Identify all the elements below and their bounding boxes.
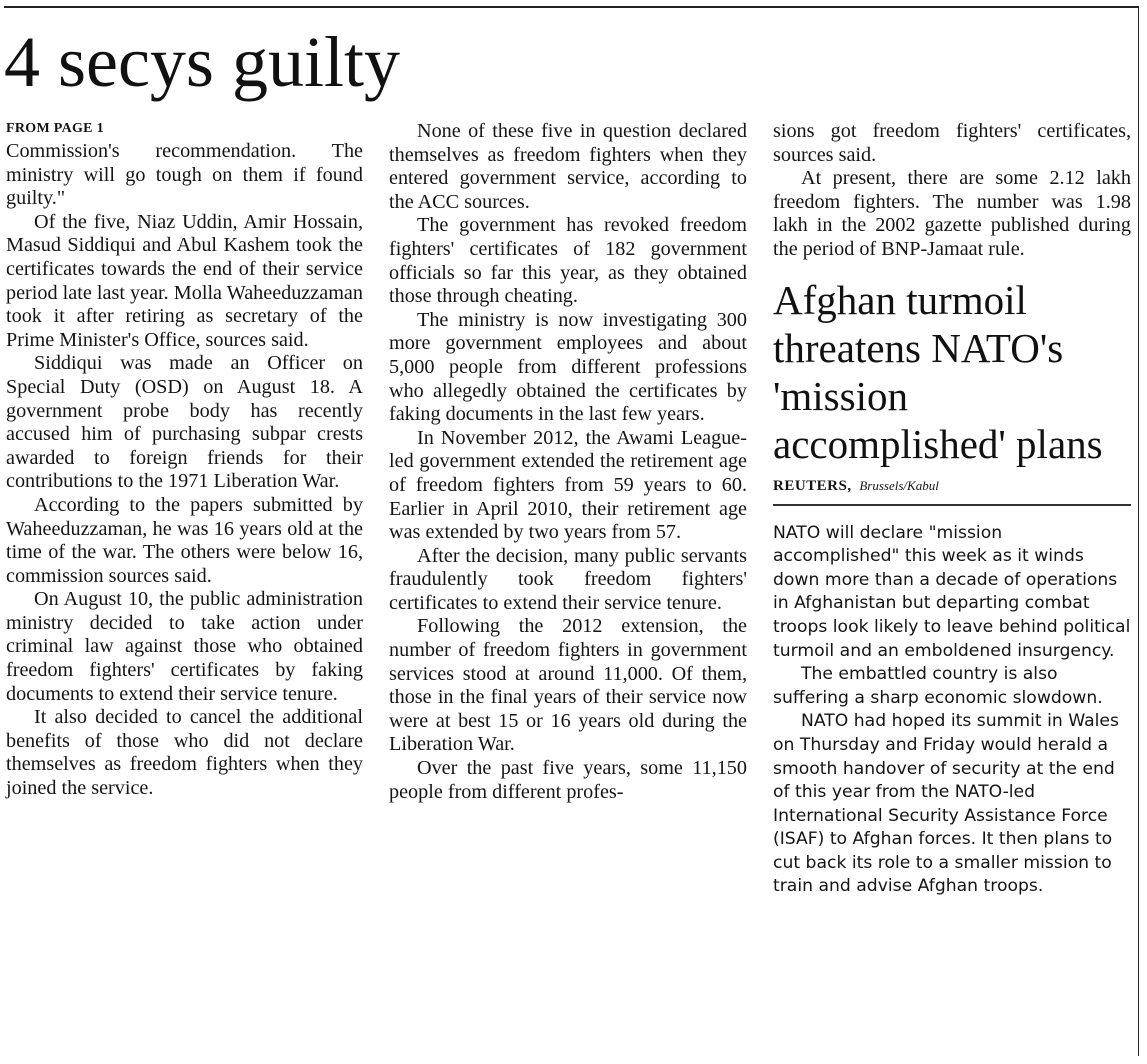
- column-2: [389, 120, 747, 804]
- byline-agency: REUTERS,: [773, 477, 852, 494]
- paragraph: NATO had hoped its summit in Wales on Thursday and Friday would herald a smooth handover of security at the end of this year from the NATO-led International Security Assistance Force (ISAF) to Afghan forces. It then plans to cut back its role to a smaller mission to train and advise Afghan troops.: [773, 711, 1119, 897]
- right-rule: [1138, 6, 1139, 1056]
- second-story-headline: Afghan turmoil threatens NATO's 'mission accomplished' plans: [773, 276, 1103, 467]
- paragraph: Siddiqui was made an Officer on Special Duty (OSD) on August 18. A government probe body has recently accused him of purchasing subpar crests awarded to foreign friends for their contributions to the 1971 Liberation War.: [6, 352, 363, 493]
- byline: [773, 476, 1131, 506]
- paragraph: At present, there are some 2.12 lakh freedom fighters. The number was 1.98 lakh in the 2002 gazette published during the period of BNP-Jamaat rule.: [773, 167, 1131, 260]
- top-rule: [4, 6, 1138, 8]
- paragraph: It also decided to cancel the additional benefits of those who did not declare themselves as freedom fighters when they joined the service.: [6, 706, 363, 800]
- paragraph: In November 2012, the Awami League-led government extended the retirement age of freedom fighters from 59 years to 60. Earlier in April 2010, their retirement age was extended by two years from 57.: [389, 426, 747, 544]
- paragraph: Following the 2012 extension, the number of freedom fighters in government services stood at around 11,000. Of them, those in the final years of their service now were at best 15 or 16 years old during the Liberation War.: [389, 615, 747, 756]
- paragraph: The ministry is now investigating 300 more government employees and about 5,000 people from different professions who allegedly obtained the certificates by faking documents in the last few years.: [389, 308, 747, 426]
- column-3: [773, 120, 1131, 899]
- paragraph: On August 10, the public administration ministry decided to take action under criminal law against those who obtained freedom fighters' certificates by faking documents to extend their service tenure.: [6, 588, 363, 705]
- second-story-body: [773, 522, 1131, 900]
- paragraph: The embattled country is also suffering a sharp economic slowdown.: [773, 664, 1103, 708]
- paragraph: Commission's recommendation. The ministry will go tough on them if found guilty.": [6, 140, 363, 210]
- paragraph: According to the papers submitted by Waheeduzzaman, he was 16 years old at the time of the war. The others were below 16, commission sources said.: [6, 493, 363, 587]
- paragraph: Over the past five years, some 11,150 people from different profes-: [389, 757, 747, 803]
- main-headline: 4 secys guilty: [4, 22, 400, 102]
- byline-dateline: Brussels/Kabul: [859, 477, 939, 493]
- paragraph: None of these five in question declared themselves as freedom fighters when they entered government service, according to the ACC sources.: [389, 120, 747, 213]
- paragraph: The government has revoked freedom fighters' certificates of 182 government officials so far this year, as they obtained those through cheating.: [389, 214, 747, 308]
- paragraph: After the decision, many public servants fraudulently took freedom fighters' certificates to extend their service tenure.: [389, 544, 747, 614]
- column-1: [6, 120, 363, 801]
- paragraph: Of the five, Niaz Uddin, Amir Hossain, Masud Siddiqui and Abul Kashem took the certificates towards the end of their service period late last year. Molla Waheeduzzaman took it after retiring as secretary of the Prime Minister's Office, sources said.: [6, 210, 363, 351]
- paragraph: sions got freedom fighters' certificates, sources said.: [773, 120, 1131, 166]
- kicker-from-page-1: FROM PAGE 1: [6, 121, 104, 136]
- paragraph: NATO will declare "mission accomplished" this week as it winds down more than a decade of operations in Afghanistan but departing combat troops look likely to leave behind political turmoil and an emboldened insurgency.: [773, 522, 1131, 661]
